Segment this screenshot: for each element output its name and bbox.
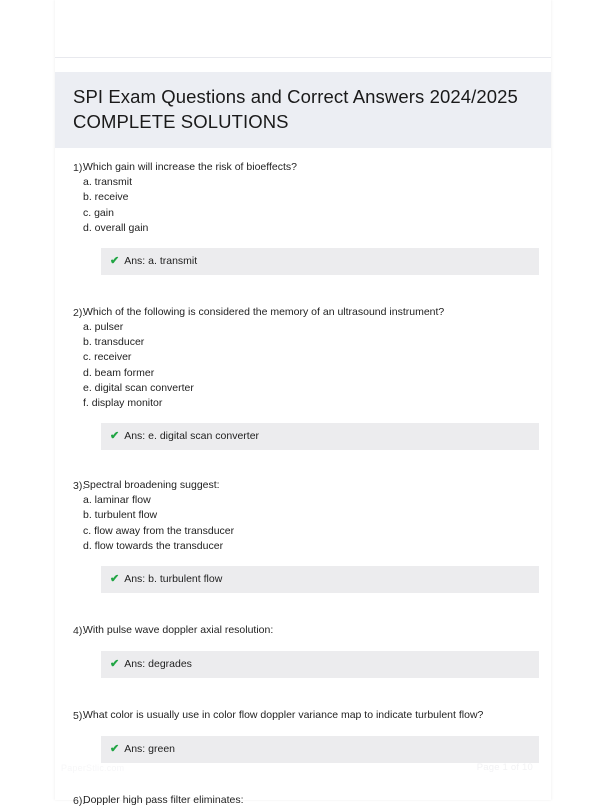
option-item: b. transducer <box>83 336 145 349</box>
page-title: SPI Exam Questions and Correct Answers 2024/2025 COMPLETE SOLUTIONS <box>73 86 518 132</box>
question-text: What color is usually use in color flow doppler variance map to indicate turbulent flow? <box>83 708 484 721</box>
answer-box <box>101 423 539 450</box>
answer-text: Ans: b. turbulent flow <box>124 573 223 586</box>
option-item: b. receive <box>83 191 129 204</box>
option-item: a. laminar flow <box>83 494 151 507</box>
check-icon: ✔ <box>110 657 120 670</box>
questions-list <box>55 160 551 809</box>
option-item: a. transmit <box>83 176 133 189</box>
question-text: With pulse wave doppler axial resolution: <box>83 623 274 636</box>
question-item <box>55 305 551 450</box>
check-icon: ✔ <box>110 430 120 443</box>
option-item: c. gain <box>83 206 114 219</box>
answer-box <box>101 248 539 275</box>
option-item: c. receiver <box>83 351 132 364</box>
question-text: Which gain will increase the risk of bioeffects? <box>83 161 297 173</box>
page-number: Page 1 of 10 <box>476 762 533 773</box>
question-number: 3). <box>73 480 86 492</box>
question-number: 1). <box>73 162 86 174</box>
spacer <box>55 450 551 478</box>
page-footer <box>55 762 551 773</box>
question-item <box>55 708 551 763</box>
spacer <box>55 593 551 623</box>
spacer <box>55 275 551 305</box>
option-item: d. overall gain <box>83 221 149 234</box>
answer-box <box>101 736 539 763</box>
option-item: d. beam former <box>83 366 155 379</box>
question-item <box>55 160 551 275</box>
question-item <box>55 478 551 593</box>
question-number: 2). <box>73 306 86 319</box>
header-divider <box>55 57 551 58</box>
spacer <box>55 678 551 708</box>
document-title-banner <box>55 72 551 148</box>
option-item: c. flow away from the transducer <box>83 524 235 537</box>
check-icon: ✔ <box>110 572 120 585</box>
answer-text: Ans: degrades <box>124 658 192 670</box>
answer-box <box>101 651 539 678</box>
check-icon: ✔ <box>110 742 120 755</box>
question-item <box>55 623 551 678</box>
option-item: b. turbulent flow <box>83 509 158 522</box>
watermark: PaperStlic.com <box>61 762 125 773</box>
answer-text: Ans: e. digital scan converter <box>124 430 260 443</box>
option-list <box>83 175 537 236</box>
question-number: 6). <box>73 794 86 807</box>
answer-box <box>101 566 539 593</box>
question-text: Which of the following is considered the memory of an ultrasound instrument? <box>83 305 445 318</box>
option-item: d. flow towards the transducer <box>83 539 224 552</box>
check-icon: ✔ <box>110 254 120 267</box>
option-list <box>83 320 537 411</box>
option-item: a. pulser <box>83 321 124 333</box>
question-text: Spectral broadening suggest: <box>83 479 220 491</box>
answer-text: Ans: a. transmit <box>124 255 198 268</box>
option-item: e. digital scan converter <box>83 381 194 394</box>
question-number: 4). <box>73 624 86 637</box>
question-text: Doppler high pass filter eliminates: <box>83 793 244 806</box>
question-item <box>55 793 551 809</box>
option-item: f. display monitor <box>83 397 163 410</box>
answer-text: Ans: green <box>124 742 176 755</box>
option-list <box>83 493 537 554</box>
question-number: 5). <box>73 709 86 722</box>
